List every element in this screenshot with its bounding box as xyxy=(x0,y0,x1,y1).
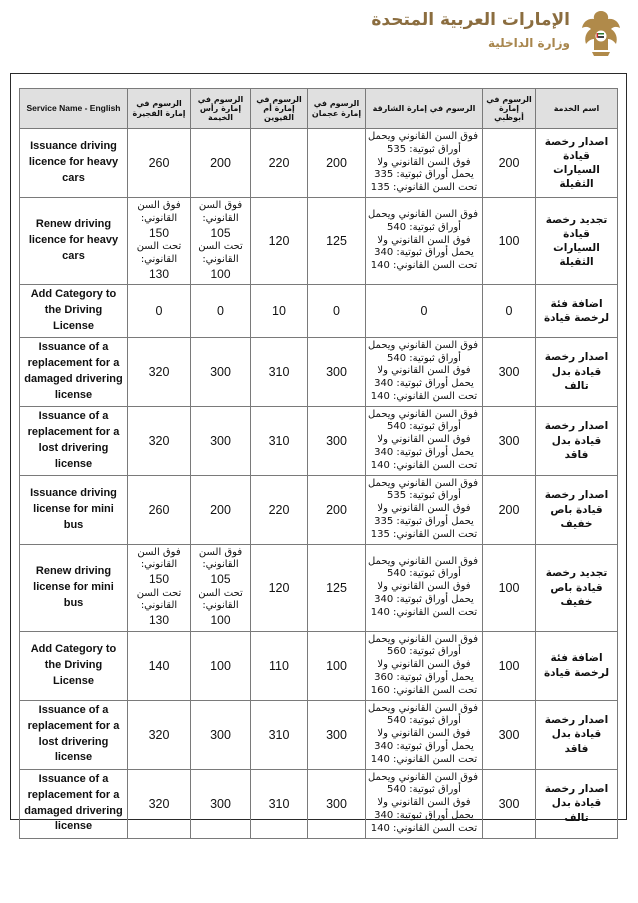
service-name-arabic: اضافة فئة لرخصة قيادة xyxy=(536,631,618,700)
fee-line: 150 xyxy=(148,572,170,587)
ministry-subtitle: وزارة الداخلية xyxy=(487,36,570,50)
service-name-arabic: اضافة فئة لرخصة قيادة xyxy=(536,284,618,337)
fee-line: القانوني: xyxy=(140,559,178,571)
sharjah-fee xyxy=(366,475,483,544)
fee-line: القانوني: xyxy=(140,253,178,265)
rak-fee: 200 xyxy=(191,129,251,198)
abudhabi-fee: 100 xyxy=(483,197,536,284)
col-rak-fees: الرسوم في إمارة رأس الخيمة xyxy=(191,89,251,129)
service-name-arabic: اصدار رخصة قيادة بدل فاقد xyxy=(536,406,618,475)
fee-line: فوق السن القانوني ولا xyxy=(377,659,471,671)
fee-line: 100 xyxy=(210,613,231,628)
fee-line: تحت السن القانوني: 140 xyxy=(370,260,478,272)
uaq-fee: 220 xyxy=(251,475,308,544)
fee-line: تحت السن القانوني: 160 xyxy=(370,684,478,696)
service-name-arabic: اصدار رخصة قيادة السيارات الثقيلة xyxy=(536,129,618,198)
fee-line: تحت السن القانوني: 140 xyxy=(370,459,478,471)
rak-fee: 300 xyxy=(191,406,251,475)
service-name-english: Issuance of a replacement for a damaged drivering license xyxy=(20,337,128,406)
fee-line: يحمل أوراق ثبوتية: 340 xyxy=(374,247,474,259)
fee-line: فوق السن القانوني ويحمل xyxy=(367,208,478,220)
fee-line: فوق السن xyxy=(198,546,243,558)
fee-line: 130 xyxy=(148,613,170,628)
table-row xyxy=(20,544,618,631)
service-name-english: Issuance driving license for mini bus xyxy=(20,475,128,544)
abudhabi-fee: 200 xyxy=(483,129,536,198)
abudhabi-fee: 300 xyxy=(483,406,536,475)
fujairah-fee: 0 xyxy=(128,284,191,337)
fujairah-fee xyxy=(128,544,191,631)
table-row xyxy=(20,284,618,337)
fujairah-fee: 320 xyxy=(128,700,191,769)
fee-line: تحت السن القانوني: 140 xyxy=(370,390,478,402)
fee-line: القانوني: xyxy=(202,212,239,224)
sharjah-fee xyxy=(366,406,483,475)
fee-line: تحت السن xyxy=(198,587,243,599)
col-fujairah-fees: الرسوم في إمارة الفجيرة xyxy=(128,89,191,129)
col-ajman-fees: الرسوم في إمارة عجمان xyxy=(308,89,366,129)
fee-line: فوق السن xyxy=(198,199,243,211)
fee-line: تحت السن xyxy=(136,240,182,252)
fee-line: يحمل أوراق ثبوتية: 340 xyxy=(374,740,474,752)
fee-line: فوق السن القانوني ويحمل xyxy=(367,131,478,142)
fee-line: تحت السن xyxy=(136,587,182,599)
abudhabi-fee: 100 xyxy=(483,544,536,631)
sharjah-fee xyxy=(366,544,483,631)
abudhabi-fee: 300 xyxy=(483,769,536,838)
fee-line: فوق السن القانوني ويحمل xyxy=(367,555,478,567)
service-name-english: Renew driving license for mini bus xyxy=(20,544,128,631)
fujairah-fee: 140 xyxy=(128,631,191,700)
abudhabi-fee: 300 xyxy=(483,700,536,769)
fee-line: 130 xyxy=(148,266,170,281)
service-name-arabic: تجديد رخصة قيادة باص خفيف xyxy=(536,544,618,631)
uaq-fee: 110 xyxy=(251,631,308,700)
uaq-fee: 220 xyxy=(251,129,308,198)
service-name-arabic: اصدار رخصة قيادة بدل تالف xyxy=(536,769,618,838)
fee-line: أوراق ثبوتية: 540 xyxy=(387,568,461,580)
table-row xyxy=(20,337,618,406)
ajman-fee: 100 xyxy=(308,631,366,700)
rak-fee: 200 xyxy=(191,475,251,544)
fee-line: فوق السن القانوني ولا xyxy=(377,365,471,377)
sharjah-fee xyxy=(366,700,483,769)
abudhabi-fee: 100 xyxy=(483,631,536,700)
fee-line: فوق السن القانوني ويحمل xyxy=(367,339,478,351)
sharjah-fee: 0 xyxy=(366,284,483,337)
fee-line: تحت السن القانوني: 140 xyxy=(370,606,478,618)
fee-line: فوق السن القانوني ولا xyxy=(377,797,471,809)
ajman-fee: 300 xyxy=(308,337,366,406)
fee-line: فوق السن القانوني ولا xyxy=(377,156,471,168)
fees-table-body xyxy=(20,129,618,839)
ajman-fee: 200 xyxy=(308,129,366,198)
fee-line: فوق السن القانوني ولا xyxy=(377,234,471,246)
fee-line: القانوني: xyxy=(202,253,239,265)
fee-line: فوق السن xyxy=(137,546,181,558)
fee-line: يحمل أوراق ثبوتية: 335 xyxy=(374,169,474,181)
abudhabi-fee: 0 xyxy=(483,284,536,337)
fee-line: فوق السن القانوني ولا xyxy=(377,728,471,740)
table-row xyxy=(20,700,618,769)
fee-line: يحمل أوراق ثبوتية: 340 xyxy=(374,594,474,605)
fee-line: يحمل أوراق ثبوتية: 335 xyxy=(374,516,474,528)
table-row xyxy=(20,406,618,475)
sharjah-fee xyxy=(366,129,483,198)
fujairah-fee: 260 xyxy=(128,129,191,198)
col-service-name-english: Service Name - English xyxy=(20,89,128,129)
ajman-fee: 300 xyxy=(308,700,366,769)
fee-line: فوق السن القانوني ولا xyxy=(377,434,471,446)
service-name-english: Issuance of a replacement for a damaged drivering license xyxy=(20,769,128,838)
fee-line: فوق السن القانوني ويحمل xyxy=(367,702,478,714)
service-name-english: Renew driving licence for heavy cars xyxy=(20,197,128,284)
service-name-english: Add Category to the Driving License xyxy=(20,284,128,337)
col-uaq-fees: الرسوم في إمارة أم القيوين xyxy=(251,89,308,129)
fee-line: يحمل أوراق ثبوتية: 360 xyxy=(374,671,474,683)
fujairah-fee: 320 xyxy=(128,769,191,838)
uaq-fee: 120 xyxy=(251,544,308,631)
fee-line: فوق السن xyxy=(137,199,181,211)
uaq-fee: 310 xyxy=(251,700,308,769)
fee-line: أوراق ثبوتية: 540 xyxy=(387,715,461,727)
fee-line: 105 xyxy=(210,572,231,587)
service-name-english: Issuance of a replacement for a lost drivering license xyxy=(20,700,128,769)
service-name-arabic: اصدار رخصة قيادة بدل فاقد xyxy=(536,700,618,769)
fee-line: يحمل أوراق ثبوتية: 340 xyxy=(374,809,474,821)
col-abudhabi-fees: الرسوم في إمارة أبوظبي xyxy=(483,89,536,129)
abudhabi-fee: 200 xyxy=(483,475,536,544)
rak-fee: 0 xyxy=(191,284,251,337)
uaq-fee: 120 xyxy=(251,197,308,284)
ajman-fee: 125 xyxy=(308,197,366,284)
fee-line: تحت السن xyxy=(198,240,243,252)
service-name-arabic: اصدار رخصة قيادة بدل تالف xyxy=(536,337,618,406)
fee-line: القانوني: xyxy=(202,559,239,571)
col-sharjah-fees: الرسوم في إمارة الشارقة xyxy=(366,89,483,129)
table-row xyxy=(20,631,618,700)
fee-line: يحمل أوراق ثبوتية: 340 xyxy=(374,378,474,390)
fee-line: تحت السن القانوني: 135 xyxy=(370,528,478,540)
ajman-fee: 0 xyxy=(308,284,366,337)
country-title: الإمارات العربية المتحدة xyxy=(371,10,570,30)
fee-line: تحت السن القانوني: 140 xyxy=(370,753,478,765)
col-service-name-arabic: اسم الخدمة xyxy=(536,89,618,129)
uae-falcon-emblem-icon xyxy=(578,8,624,58)
fee-line: أوراق ثبوتية: 540 xyxy=(387,352,461,364)
fee-line: تحت السن القانوني: 140 xyxy=(370,822,478,834)
fujairah-fee: 320 xyxy=(128,406,191,475)
uaq-fee: 310 xyxy=(251,406,308,475)
fee-line: القانوني: xyxy=(202,600,239,612)
fee-line: أوراق ثبوتية: 535 xyxy=(387,490,461,502)
rak-fee: 300 xyxy=(191,769,251,838)
abudhabi-fee: 300 xyxy=(483,337,536,406)
sharjah-fee xyxy=(366,769,483,838)
rak-fee: 300 xyxy=(191,337,251,406)
fee-line: تحت السن القانوني: 135 xyxy=(370,182,478,194)
fee-line: فوق السن القانوني ولا xyxy=(377,503,471,515)
fee-line: فوق السن القانوني ويحمل xyxy=(367,633,478,645)
fee-line: القانوني: xyxy=(140,600,178,612)
service-name-english: Add Category to the Driving License xyxy=(20,631,128,700)
table-row xyxy=(20,475,618,544)
fee-line: 100 xyxy=(210,266,231,281)
ajman-fee: 125 xyxy=(308,544,366,631)
uaq-fee: 310 xyxy=(251,337,308,406)
service-name-english: Issuance driving licence for heavy cars xyxy=(20,129,128,198)
fee-line: أوراق ثبوتية: 540 xyxy=(387,221,461,233)
fee-line: أوراق ثبوتية: 540 xyxy=(387,421,461,433)
fee-line: أوراق ثبوتية: 535 xyxy=(387,143,461,155)
ajman-fee: 300 xyxy=(308,769,366,838)
rak-fee xyxy=(191,544,251,631)
fujairah-fee xyxy=(128,197,191,284)
fee-line: 150 xyxy=(148,225,170,240)
fee-line: 105 xyxy=(210,225,231,240)
ajman-fee: 300 xyxy=(308,406,366,475)
fee-line: القانوني: xyxy=(140,212,178,224)
service-name-arabic: اصدار رخصة قيادة باص خفيف xyxy=(536,475,618,544)
table-row xyxy=(20,197,618,284)
sharjah-fee xyxy=(366,631,483,700)
fee-line: أوراق ثبوتية: 540 xyxy=(387,784,461,796)
table-header-row xyxy=(20,89,618,129)
fee-line: فوق السن القانوني ويحمل xyxy=(367,408,478,420)
table-row xyxy=(20,769,618,838)
uaq-fee: 10 xyxy=(251,284,308,337)
rak-fee: 300 xyxy=(191,700,251,769)
fujairah-fee: 320 xyxy=(128,337,191,406)
fee-line: أوراق ثبوتية: 560 xyxy=(387,646,461,658)
fees-table xyxy=(19,88,618,839)
sharjah-fee xyxy=(366,337,483,406)
page-header xyxy=(364,6,624,60)
sharjah-fee xyxy=(366,197,483,284)
service-name-arabic: تجديد رخصة قيادة السيارات الثقيلة xyxy=(536,197,618,284)
uaq-fee: 310 xyxy=(251,769,308,838)
rak-fee: 100 xyxy=(191,631,251,700)
fee-line: فوق السن القانوني ويحمل xyxy=(367,477,478,489)
fujairah-fee: 260 xyxy=(128,475,191,544)
fee-line: يحمل أوراق ثبوتية: 340 xyxy=(374,447,474,459)
rak-fee xyxy=(191,197,251,284)
service-name-english: Issuance of a replacement for a lost drivering license xyxy=(20,406,128,475)
ajman-fee: 200 xyxy=(308,475,366,544)
fee-line: فوق السن القانوني ولا xyxy=(377,581,471,593)
table-row xyxy=(20,129,618,198)
fee-line: فوق السن القانوني ويحمل xyxy=(367,771,478,783)
